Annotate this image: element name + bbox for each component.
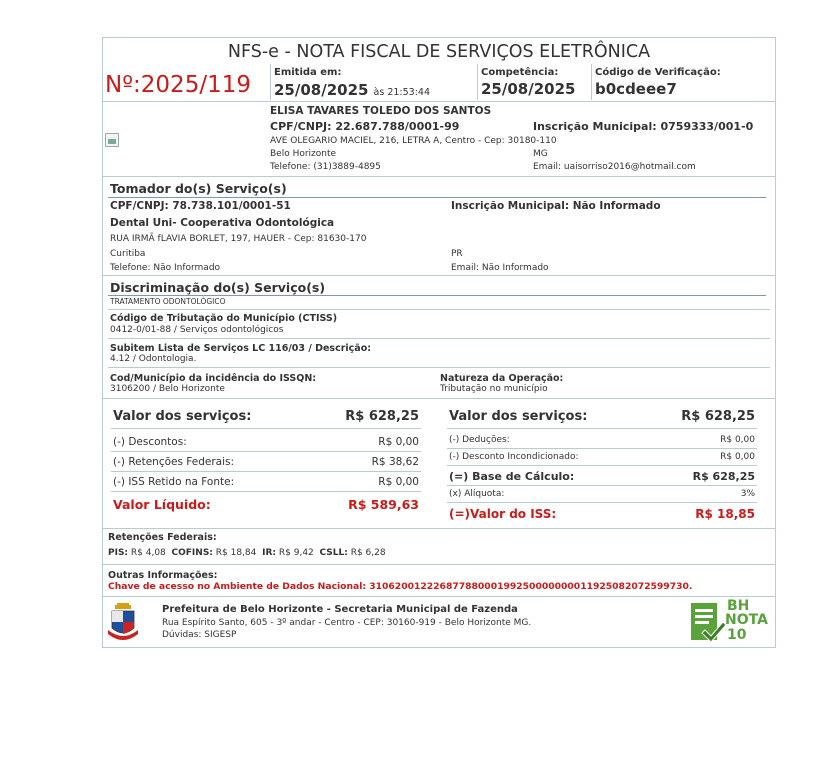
- tomador-state: PR: [451, 249, 463, 259]
- tomador-email: Email: Não Informado: [451, 263, 549, 273]
- ctiss-label: Código de Tributação do Município (CTISS): [110, 313, 338, 324]
- prestador-name: ELISA TAVARES TOLEDO DOS SANTOS: [270, 105, 492, 117]
- cod-municipio-label: Cod/Município da incidência do ISSQN:: [110, 373, 317, 384]
- aliquota-label: (x) Alíquota:: [449, 489, 505, 499]
- retencoes-federais-label: (-) Retenções Federais:: [113, 456, 235, 468]
- prestador-inscricao: Inscrição Municipal: 0759333/001-0: [533, 120, 754, 133]
- iss-retido-value: R$ 0,00: [378, 476, 419, 488]
- pis-value: R$ 4,08: [130, 548, 166, 558]
- logo-nota-text: NOTA: [725, 612, 768, 628]
- subitem-value: 4.12 / Odontologia.: [110, 354, 197, 364]
- aliquota-value: 3%: [740, 489, 755, 499]
- valor-servicos-value: R$ 628,25: [345, 409, 419, 424]
- csll-value: R$ 6,28: [350, 548, 386, 558]
- base-calculo-label: (=) Base de Cálculo:: [449, 470, 575, 483]
- logo-10-text: 10: [727, 627, 747, 643]
- footer-line1: Prefeitura de Belo Horizonte - Secretaria Municipal de Fazenda: [162, 604, 518, 615]
- footer-line3: Dúvidas: SIGESP: [162, 630, 237, 640]
- bh-coat-of-arms-icon: [106, 602, 140, 646]
- natureza-value: Tributação no município: [440, 384, 548, 394]
- tomador-city: Curitiba: [110, 249, 146, 259]
- base-calculo-value: R$ 628,25: [692, 470, 755, 483]
- desconto-incondicionado-value: R$ 0,00: [720, 452, 755, 462]
- descontos-label: (-) Descontos:: [113, 436, 187, 448]
- codigo-verificacao-label: Código de Verificação:: [595, 67, 721, 78]
- descontos-value: R$ 0,00: [378, 436, 419, 448]
- ir-value: R$ 9,42: [278, 548, 314, 558]
- prestador-phone: Telefone: (31)3889-4895: [270, 162, 381, 172]
- prestador-address: AVE OLEGARIO MACIEL, 216, LETRA A, Centro - Cep: 30180-110: [270, 136, 557, 146]
- emitida-value: [274, 80, 430, 99]
- tomador-section-title: Tomador do(s) Serviço(s): [110, 181, 287, 196]
- emitida-label: Emitida em:: [274, 67, 342, 78]
- cod-municipio-value: 3106200 / Belo Horizonte: [110, 384, 225, 394]
- chave-acesso: Chave de acesso no Ambiente de Dados Nacional: 31062001222687788000199250000000011925082072599730.: [108, 581, 693, 592]
- retencoes-label: Retenções Federais:: [108, 532, 217, 543]
- natureza-label: Natureza da Operação:: [440, 373, 564, 384]
- competencia-label: Competência:: [481, 67, 559, 78]
- desconto-incondicionado-label: (-) Desconto Incondicionado:: [449, 452, 579, 462]
- tomador-inscricao: Inscrição Municipal: Não Informado: [451, 200, 661, 212]
- codigo-verificacao-value: b0cdeee7: [595, 80, 677, 98]
- iss-retido-label: (-) ISS Retido na Fonte:: [113, 476, 235, 488]
- footer-line2: Rua Espírito Santo, 605 - 3º andar - Centro - CEP: 30160-919 - Belo Horizonte MG.: [162, 618, 532, 628]
- valor-liquido-label: Valor Líquido:: [113, 497, 211, 512]
- valor-iss-value: R$ 18,85: [695, 507, 755, 521]
- emitida-time: às 21:53:44: [373, 87, 431, 98]
- prestador-email: Email: uaisorriso2016@hotmail.com: [533, 162, 696, 172]
- logo-bh-text: BH: [727, 598, 750, 614]
- deducoes-value: R$ 0,00: [720, 435, 755, 445]
- valor-liquido-value: R$ 589,63: [348, 497, 419, 512]
- discriminacao-text: TRATAMENTO ODONTOLÓGICO: [110, 297, 226, 306]
- document-check-icon: [687, 600, 727, 646]
- prestador-state: MG: [533, 149, 548, 159]
- competencia-value: 25/08/2025: [481, 80, 576, 98]
- deducoes-label: (-) Deduções:: [449, 435, 510, 445]
- pis-label: PIS:: [108, 548, 129, 558]
- tomador-cpf-cnpj: CPF/CNPJ: 78.738.101/0001-51: [110, 200, 291, 212]
- tomador-phone: Telefone: Não Informado: [110, 263, 221, 273]
- ctiss-value: 0412-0/01-88 / Serviços odontológicos: [110, 325, 284, 335]
- document-title: NFS-e - NOTA FISCAL DE SERVIÇOS ELETRÔNICA: [227, 42, 651, 62]
- valor-servicos-label: Valor dos serviços:: [113, 409, 252, 424]
- subitem-label: Subitem Lista de Serviços LC 116/03 / Descrição:: [110, 343, 372, 354]
- csll-label: CSLL:: [319, 548, 348, 558]
- discriminacao-section-title: Discriminação do(s) Serviço(s): [110, 280, 326, 295]
- broken-image-icon: [105, 133, 119, 147]
- outras-informacoes-label: Outras Informações:: [108, 570, 218, 581]
- bh-nota-10-logo: [687, 600, 773, 646]
- tomador-name: Dental Uni- Cooperativa Odontológica: [110, 217, 335, 229]
- cofins-label: COFINS:: [171, 548, 213, 558]
- prestador-city: Belo Horizonte: [270, 149, 337, 159]
- retencoes-federais-value: R$ 38,62: [371, 456, 419, 468]
- prestador-cpf-cnpj: CPF/CNPJ: 22.687.788/0001-99: [270, 120, 460, 133]
- invoice-number: Nº:2025/119: [105, 72, 251, 98]
- ir-label: IR:: [262, 548, 277, 558]
- cofins-value: R$ 18,84: [215, 548, 257, 558]
- valor-servicos-right-label: Valor dos serviços:: [449, 409, 588, 424]
- valor-iss-label: (=)Valor do ISS:: [449, 507, 557, 521]
- retencoes-breakdown: [108, 548, 386, 558]
- nfse-document: [102, 37, 776, 648]
- emitida-date: 25/08/2025: [274, 81, 369, 99]
- valor-servicos-right-value: R$ 628,25: [681, 409, 755, 424]
- tomador-address: RUA IRMÃ fLAVIA BORLET, 197, HAUER - Cep: 81630-170: [110, 234, 367, 244]
